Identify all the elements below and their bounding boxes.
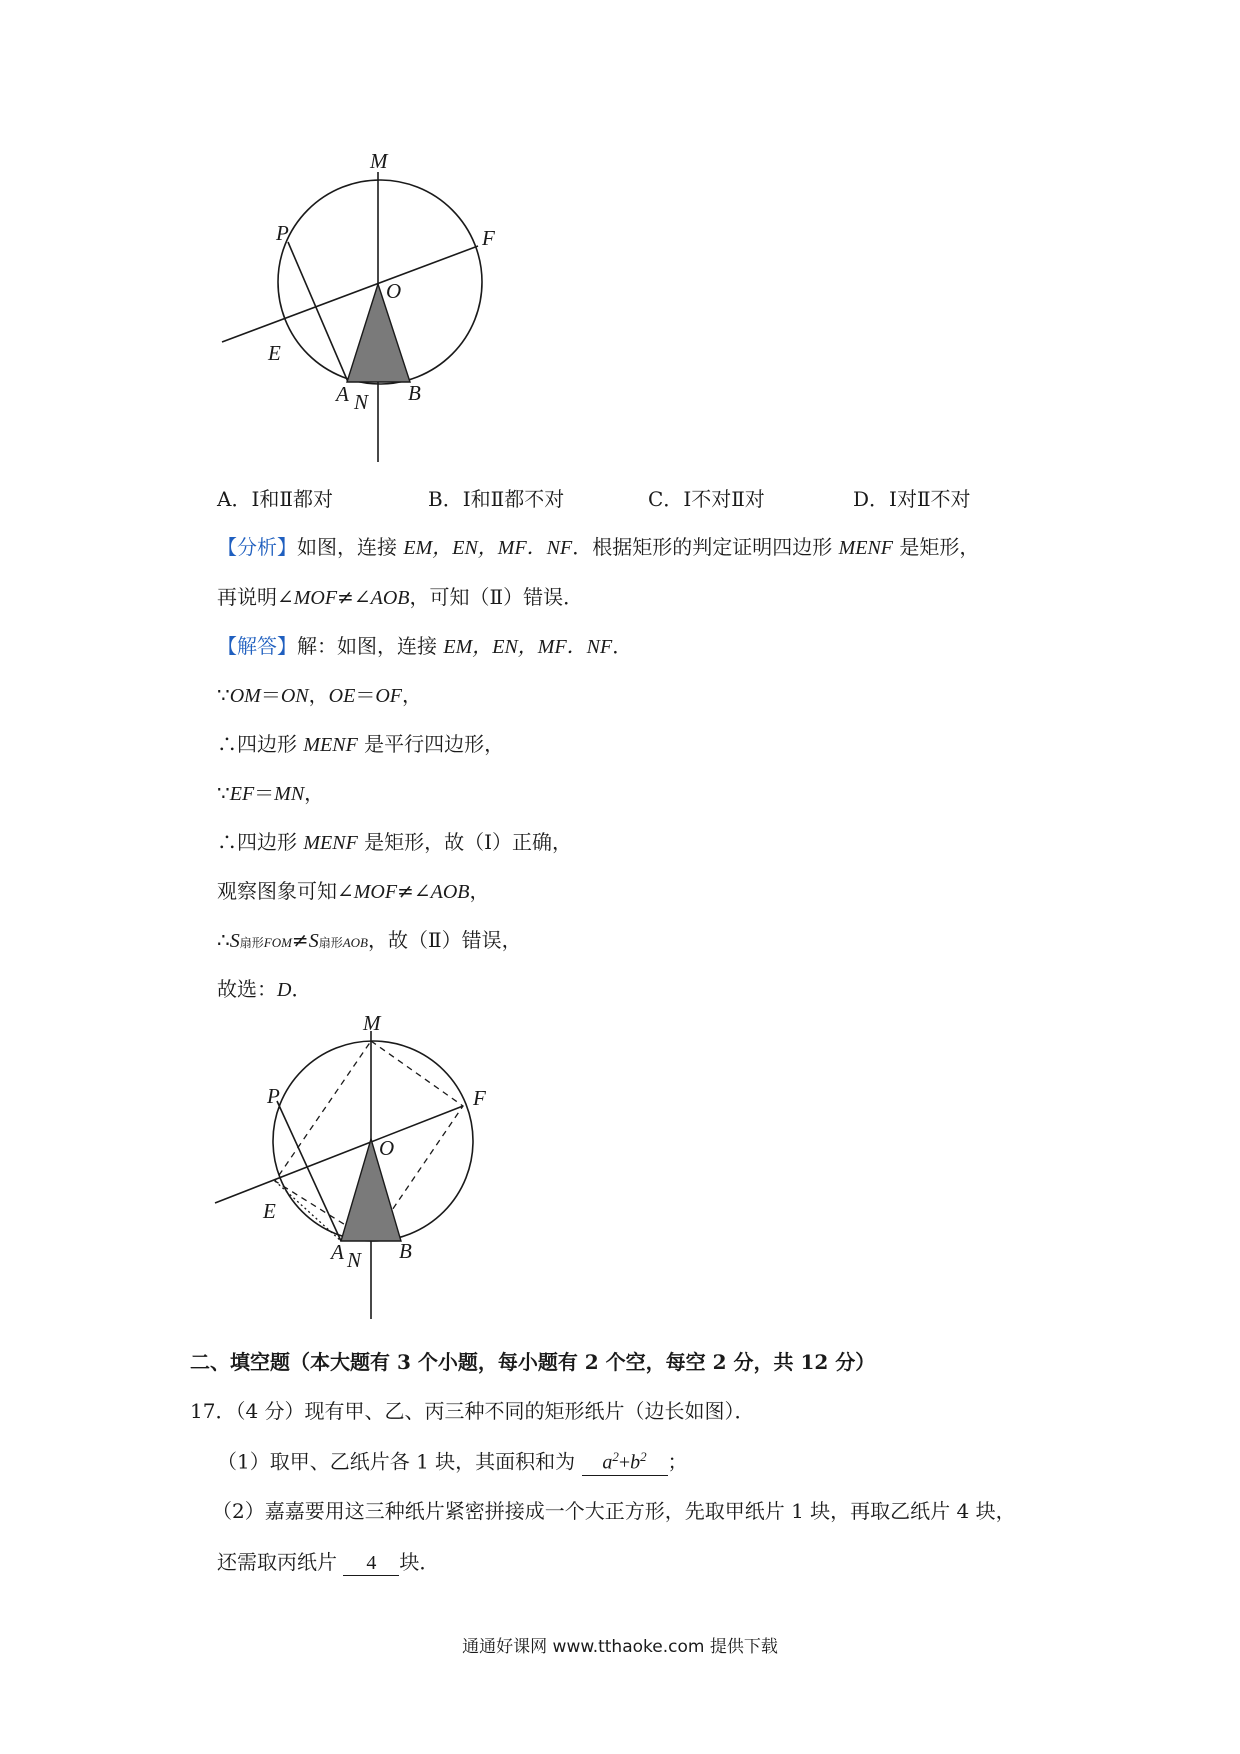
t: ． [291, 977, 312, 1001]
analysis-tag: 【分析】 [217, 535, 297, 559]
figure-1-svg [200, 150, 520, 470]
choice-d [853, 484, 971, 514]
t: EF [229, 783, 255, 805]
t: MENF [303, 734, 358, 756]
choice-b-letter: B． [428, 487, 463, 511]
solution-tag: 【解答】 [217, 634, 297, 658]
t: ， [469, 879, 490, 903]
t: ∵ [217, 781, 230, 805]
t: ，可知（Ⅱ）错误． [409, 585, 584, 609]
t: S [308, 930, 319, 952]
t: ∴ [217, 928, 230, 952]
t: 扇形 [318, 936, 343, 950]
label-m: M [363, 1013, 381, 1035]
analysis-line-2 [217, 582, 583, 613]
label-p: P [267, 1084, 280, 1108]
label-p: P [276, 221, 289, 245]
solution-line-6 [217, 876, 490, 907]
t: MENF [303, 832, 358, 854]
t: 故选： [217, 977, 277, 1001]
choice-a [217, 484, 333, 514]
label-n: N [354, 390, 369, 414]
t: 2 [612, 1449, 619, 1464]
answer-blank-2: 4 [343, 1551, 399, 1576]
solution-line-5 [217, 827, 572, 858]
solution-line-7 [217, 925, 522, 958]
t: b [630, 1451, 641, 1474]
label-o: O [379, 1136, 395, 1160]
t: ， [308, 683, 329, 707]
t: + [618, 1451, 631, 1474]
solution-line-4 [217, 778, 324, 809]
t: AOB [370, 587, 410, 609]
label-f: F [473, 1086, 486, 1110]
t: 再说明∠ [217, 585, 294, 609]
t: 块． [399, 1550, 440, 1574]
choice-d-text: Ⅰ对Ⅱ不对 [889, 487, 971, 511]
section-title: 二、填空题（本大题有 3 个小题，每小题有 2 个空，每空 2 分，共 12 分） [190, 1350, 876, 1374]
choice-c [648, 484, 765, 514]
t: 是平行四边形， [357, 732, 505, 756]
label-n: N [347, 1248, 362, 1272]
q17-part-2: （2）嘉嘉要用这三种纸片紧密拼接成一个大正方形，先取甲纸片 1 块，再取乙纸片 4 块， [212, 1499, 1016, 1523]
label-b: B [408, 381, 421, 405]
t: MN [274, 783, 305, 805]
t: OE [328, 685, 356, 707]
t: ∴四边形 [217, 732, 304, 756]
t: ≠∠ [397, 879, 431, 903]
t: 是矩形，故（Ⅰ）正确， [357, 830, 573, 854]
t: ． [612, 634, 633, 658]
page-footer: 通通好课网 www.tthaoke.com 提供下载 [462, 1637, 778, 1657]
t: ．根据矩形的判定证明四边形 [572, 535, 839, 559]
t: AOB [430, 881, 470, 903]
choice-a-letter: A． [217, 487, 252, 511]
label-a: A [331, 1240, 344, 1264]
t: ， [401, 683, 422, 707]
t: MOF [353, 881, 398, 903]
t: 还需取丙纸片 [217, 1550, 344, 1574]
label-a: A [336, 382, 349, 406]
t: 扇形 [239, 936, 264, 950]
analysis-line-1 [217, 532, 979, 563]
q17-part-3 [217, 1547, 439, 1577]
choice-d-letter: D． [853, 487, 890, 511]
q17-part-1 [217, 1445, 688, 1477]
q17-stem: 17．（4 分）现有甲、乙、丙三种不同的矩形纸片（边长如图）． [190, 1399, 755, 1423]
choice-c-text: Ⅰ不对Ⅱ对 [683, 487, 765, 511]
solution-line-3 [217, 729, 504, 760]
choice-c-letter: C． [648, 487, 684, 511]
t: 观察图象可知∠ [217, 879, 354, 903]
t: EM，EN，MF．NF [443, 636, 613, 658]
choice-a-text: Ⅰ和Ⅱ都对 [251, 487, 333, 511]
label-m: M [370, 150, 388, 173]
figure-2 [195, 1013, 515, 1333]
t: MOF [293, 587, 338, 609]
label-e: E [268, 341, 281, 365]
t: ＝ [254, 781, 275, 805]
solution-line-2 [217, 680, 422, 711]
t: OF [375, 685, 402, 707]
line-ef [215, 1106, 463, 1203]
t: AOB [342, 935, 368, 950]
line-pa [277, 1101, 341, 1241]
t: ， [304, 781, 325, 805]
line-ef [222, 246, 478, 342]
solution-line-1 [217, 631, 632, 662]
t: 2 [640, 1449, 647, 1464]
t: 如图，连接 [297, 535, 404, 559]
t: ，故（Ⅱ）错误， [367, 928, 522, 952]
t: ∵ [217, 683, 230, 707]
t: ON [280, 685, 309, 707]
t: ； [667, 1449, 688, 1474]
label-f: F [482, 226, 495, 250]
figure-2-svg [195, 1013, 515, 1333]
t: D [277, 979, 292, 1001]
t: MENF [838, 537, 894, 559]
t: FOM [263, 935, 292, 950]
t: OM [229, 685, 261, 707]
line-pa [288, 242, 348, 382]
solution-line-8 [217, 974, 311, 1005]
t: ≠∠ [337, 585, 371, 609]
t: 是矩形， [893, 535, 980, 559]
t: S [229, 930, 240, 952]
t: （1）取甲、乙纸片各 1 块，其面积和为 [217, 1449, 582, 1474]
t: ＝ [355, 683, 376, 707]
t: ≠ [291, 928, 309, 952]
label-o: O [386, 279, 402, 303]
t: a [602, 1451, 613, 1474]
t: ∴四边形 [217, 830, 304, 854]
dotted-line-ea [275, 1181, 341, 1241]
t: 解：如图，连接 [297, 634, 444, 658]
answer-blank-1 [582, 1445, 668, 1476]
choice-b [428, 484, 564, 514]
label-e: E [263, 1199, 276, 1223]
choice-b-text: Ⅰ和Ⅱ都不对 [462, 487, 565, 511]
t: ＝ [260, 683, 281, 707]
label-b: B [399, 1239, 412, 1263]
figure-1 [200, 150, 520, 470]
t: EM，EN，MF．NF [403, 537, 573, 559]
